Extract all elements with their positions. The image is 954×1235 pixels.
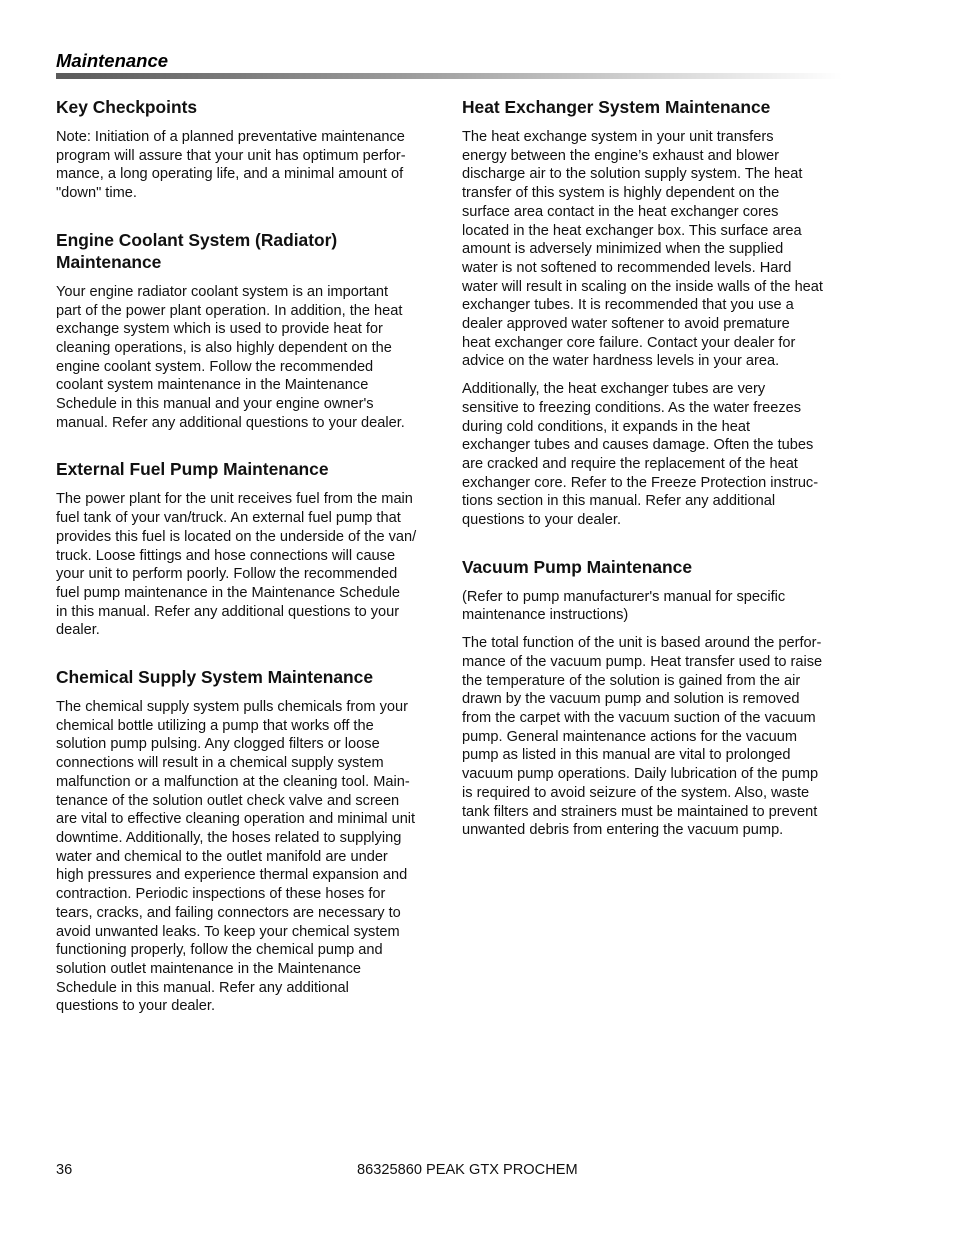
section-heading (462, 556, 844, 578)
right-column (462, 96, 844, 849)
text-line: pump. General maintenance actions for the vacuum (462, 728, 798, 745)
text-line: Schedule in this manual and your engine owner's (56, 396, 374, 413)
text-line: pump as listed in this manual are vital to prolonged (462, 747, 791, 764)
text-line: coolant system maintenance in the Maintenance (56, 377, 369, 394)
section-heading (462, 96, 844, 118)
section-heading (56, 666, 438, 688)
text-line: exchanger tubes. It is recommended that you use a (462, 297, 794, 314)
heading-line: Heat Exchanger System Maintenance (462, 97, 771, 117)
text-line: (Refer to pump manufacturer's manual for specific (462, 588, 786, 605)
text-line: The total function of the unit is based around the perfor- (462, 635, 822, 652)
section-heading (56, 96, 438, 118)
section-chemical-supply-system-maintenance (56, 666, 438, 1016)
text-line: your unit to perform poorly. Follow the recommended (56, 566, 398, 583)
text-line: tank filters and strainers must be maintained to prevent (462, 803, 818, 820)
text-line: sensitive to freezing conditions. As the water freezes (462, 399, 802, 416)
text-line: unwanted debris from entering the vacuum pump. (462, 822, 784, 839)
text-line: amount is adversely minimized when the supplied (462, 241, 784, 258)
text-line: malfunction or a malfunction at the cleaning tool. Main- (56, 773, 410, 790)
section-heading (56, 229, 438, 273)
document-id: 86325860 PEAK GTX PROCHEM (357, 1162, 578, 1178)
text-line: exchange system which is used to provide heat for (56, 321, 383, 338)
page-number: 36 (56, 1162, 73, 1178)
section-spacer (56, 441, 438, 458)
section-heat-exchanger-system-maintenance (462, 96, 844, 530)
body-paragraph (462, 380, 844, 530)
text-line: part of the power plant operation. In addition, the heat (56, 302, 403, 319)
text-line: Note: Initiation of a planned preventative maintenance (56, 129, 405, 145)
text-line: in this manual. Refer any additional questions to your (56, 603, 400, 620)
text-line: chemical bottle utilizing a pump that works off the (56, 717, 374, 734)
text-line: program will assure that your unit has optimum perfor- (56, 147, 406, 164)
body-paragraph (56, 698, 438, 1016)
body-paragraph (56, 490, 438, 640)
text-line: tenance of the solution outlet check valve and screen (56, 792, 400, 809)
section-title: Maintenance (56, 50, 169, 71)
heading-line: Chemical Supply System Maintenance (56, 667, 373, 688)
text-line: exchanger core. Refer to the Freeze Protection instruc- (462, 474, 819, 491)
text-line: water will result in scaling on the inside walls of the heat (462, 278, 823, 295)
text-line: are vital to effective cleaning operation and minimal unit (56, 811, 416, 828)
text-line: mance of the vacuum pump. Heat transfer used to raise (462, 653, 823, 670)
text-line: drawn by the vacuum pump and solution is removed (462, 691, 800, 708)
heading-line: Vacuum Pump Maintenance (462, 556, 693, 577)
text-line: mance, a long operating life, and a minimal amount of (56, 166, 404, 183)
text-line: questions to your dealer. (56, 998, 216, 1015)
text-line: cleaning operations, is also highly dependent on the (56, 339, 392, 356)
text-line: The power plant for the unit receives fuel from the main (56, 491, 413, 508)
text-line: engine coolant system. Follow the recommended (56, 358, 374, 375)
text-line: dealer. (56, 622, 100, 639)
text-line: The chemical supply system pulls chemicals from your (56, 699, 408, 716)
text-line: water is not softened to recommended levels. Hard (462, 259, 792, 276)
body-paragraph (56, 283, 438, 433)
text-line: functioning properly, follow the chemical pump and (56, 942, 383, 959)
section-engine-coolant-system-radiator-maintenance (56, 229, 438, 433)
section-spacer (462, 539, 844, 556)
section-vacuum-pump-maintenance (462, 556, 844, 840)
section-spacer (56, 212, 438, 229)
text-line: exchanger tubes and causes damage. Often the tubes (462, 437, 814, 454)
left-column (56, 96, 438, 1025)
heading-line: Engine Coolant System (Radiator) (56, 229, 338, 250)
text-line: high pressures and experience thermal expansion and (56, 867, 408, 884)
text-line: solution pump pulsing. Any clogged filters or loose (56, 736, 380, 753)
text-line: Schedule in this manual. Refer any additional (56, 979, 349, 996)
text-line: tears, cracks, and failing connectors are necessary to (56, 904, 401, 921)
body-paragraph (56, 128, 438, 203)
text-line: fuel tank of your van/truck. An external fuel pump that (56, 510, 401, 527)
body-paragraph (462, 128, 844, 371)
text-line: is required to avoid seizure of the system. Also, waste (462, 784, 810, 801)
text-line: Your engine radiator coolant system is an important (56, 283, 389, 300)
text-line: solution outlet maintenance in the Maintenance (56, 960, 362, 977)
text-line: vacuum pump operations. Daily lubrication of the pump (462, 766, 819, 783)
text-line: surface area contact in the heat exchanger cores (462, 203, 779, 220)
text-line: truck. Loose fittings and hose connections will cause (56, 547, 396, 564)
text-line: dealer approved water softener to avoid premature (462, 316, 790, 333)
heading-line: Key Checkpoints (56, 97, 198, 117)
text-line: provides this fuel is located on the underside of the van/ (56, 528, 417, 545)
body-paragraph (462, 634, 844, 840)
text-line: downtime. Additionally, the hoses related to supplying (56, 829, 402, 846)
body-paragraph (462, 588, 844, 625)
section-key-checkpoints (56, 96, 438, 203)
heading-line: Maintenance (56, 251, 162, 272)
text-line: maintenance instructions) (462, 607, 629, 624)
text-line: fuel pump maintenance in the Maintenance Schedule (56, 584, 400, 601)
section-heading (56, 458, 438, 480)
text-line: located in the heat exchanger box. This surface area (462, 222, 802, 239)
text-line: transfer of this system is highly dependent on the (462, 185, 780, 202)
text-line: tions section in this manual. Refer any additional (462, 493, 776, 510)
text-line: connections will result in a chemical supply system (56, 755, 384, 772)
text-line: Additionally, the heat exchanger tubes are very (462, 381, 766, 398)
text-line: advice on the water hardness levels in your area. (462, 353, 780, 370)
header-rule (56, 73, 842, 79)
text-line: avoid unwanted leaks. To keep your chemical system (56, 923, 400, 940)
text-line: from the carpet with the vacuum suction of the vacuum (462, 709, 816, 726)
text-line: The heat exchange system in your unit transfers (462, 129, 774, 145)
section-spacer (56, 649, 438, 666)
section-external-fuel-pump-maintenance (56, 458, 438, 640)
text-line: manual. Refer any additional questions to your dealer. (56, 414, 405, 431)
text-line: heat exchanger core failure. Contact your dealer for (462, 334, 796, 351)
text-line: the temperature of the solution is gained from the air (462, 672, 801, 689)
text-line: contraction. Periodic inspections of these hoses for (56, 886, 386, 903)
text-line: discharge air to the solution supply system. The heat (462, 166, 803, 183)
heading-line: External Fuel Pump Maintenance (56, 459, 329, 480)
text-line: energy between the engine’s exhaust and blower (462, 147, 779, 164)
text-line: water and chemical to the outlet manifold are under (56, 848, 388, 865)
text-line: are cracked and require the replacement of the heat (462, 455, 798, 472)
text-line: "down" time. (56, 185, 137, 202)
text-line: questions to your dealer. (462, 512, 622, 529)
text-line: during cold conditions, it expands in the heat (462, 418, 751, 435)
